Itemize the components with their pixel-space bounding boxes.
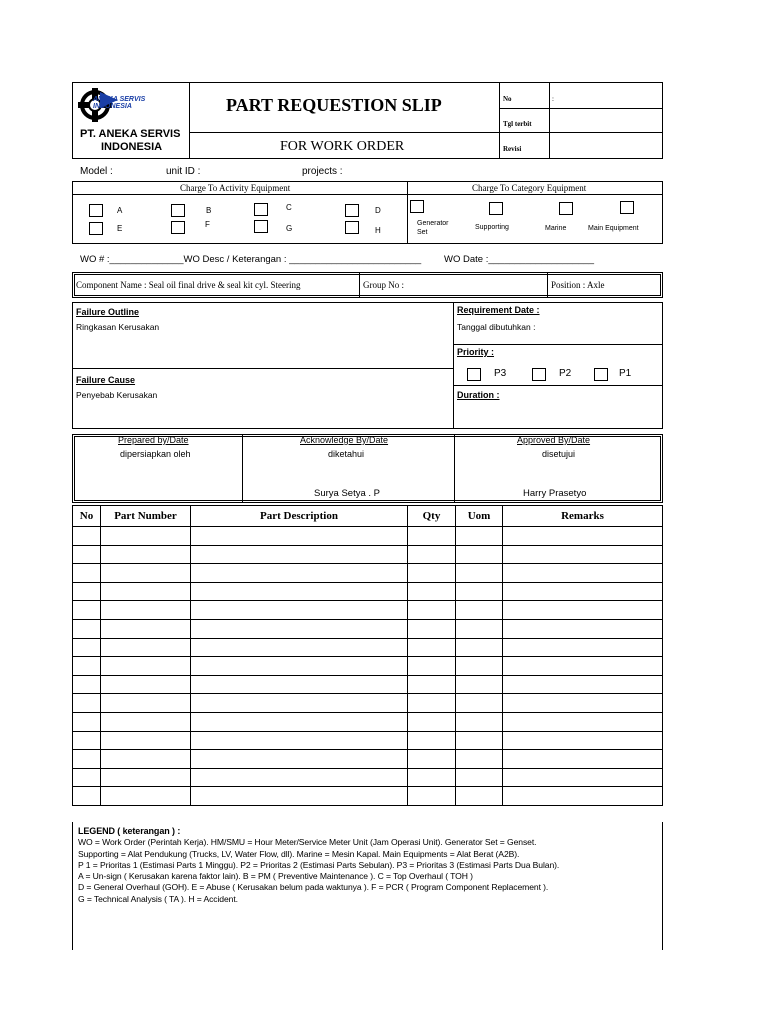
checkbox-p3[interactable] (467, 368, 481, 381)
cell-no[interactable] (73, 582, 101, 601)
parts-table (72, 505, 663, 806)
cell-part-number[interactable] (101, 675, 191, 694)
cell-part-number[interactable] (101, 657, 191, 676)
table-row (73, 768, 663, 787)
legend-line-1: WO = Work Order (Perintah Kerja). HM/SMU = Hour Meter/Service Meter Unit (Jam Operasi Unit). Generator Set = Genset. (78, 837, 537, 848)
cell-uom[interactable] (456, 657, 503, 676)
cell-remarks[interactable] (503, 657, 663, 676)
failure-cause-title: Failure Cause (76, 375, 136, 385)
cell-qty[interactable] (408, 712, 456, 731)
acknowledge-by-title: Acknowledge By/Date (300, 435, 389, 445)
legend-line-4: A = Un-sign ( Kerusakan karena faktor lain). B = PM ( Preventive Maintenance ). C = Top Overhaul ( TOH ) (78, 871, 473, 882)
cell-uom[interactable] (456, 582, 503, 601)
prepared-by-title: Prepared by/Date (118, 435, 189, 445)
approved-by-title: Approved By/Date (517, 435, 591, 445)
group-no: Group No : (363, 280, 404, 290)
cell-part-description[interactable] (191, 527, 408, 546)
requirement-date-sub[interactable]: Tanggal dibutuhkan : (457, 322, 536, 332)
priority-label-p2: P2 (559, 368, 572, 379)
wo-number-field[interactable]: WO # :______________WO Desc / Keterangan : _________________________ (80, 254, 422, 265)
checkbox-generator-set[interactable] (410, 200, 424, 213)
cell-qty[interactable] (408, 731, 456, 750)
category-label-supporting: Supporting (475, 224, 509, 231)
approved-by-sub: disetujui (542, 449, 576, 459)
projects-label: projects : (302, 166, 343, 177)
cell-uom[interactable] (456, 750, 503, 769)
table-row (73, 545, 663, 564)
checkbox-main-equipment[interactable] (620, 201, 634, 214)
cell-part-number[interactable] (101, 787, 191, 806)
meta-tgl-label: Tgl terbit (503, 120, 532, 128)
category-label-main-equipment: Main Equipment (588, 225, 639, 232)
cell-uom[interactable] (456, 601, 503, 620)
checkbox-f[interactable] (171, 221, 185, 234)
cell-remarks[interactable] (503, 787, 663, 806)
cell-qty[interactable] (408, 619, 456, 638)
checkbox-supporting[interactable] (489, 202, 503, 215)
duration-title: Duration : (457, 390, 500, 400)
cell-qty[interactable] (408, 657, 456, 676)
table-row (73, 787, 663, 806)
cell-no[interactable] (73, 527, 101, 546)
cell-uom[interactable] (456, 694, 503, 713)
table-row (73, 564, 663, 583)
table-row (73, 527, 663, 546)
failure-cause-sub: Penyebab Kerusakan (76, 390, 158, 400)
logo-text-1: ANEKA SERVIS (93, 96, 146, 103)
cell-remarks[interactable] (503, 731, 663, 750)
checkbox-p2[interactable] (532, 368, 546, 381)
cell-no[interactable] (73, 619, 101, 638)
table-row (73, 712, 663, 731)
cell-qty[interactable] (408, 694, 456, 713)
cell-no[interactable] (73, 675, 101, 694)
cell-no[interactable] (73, 601, 101, 620)
cell-qty[interactable] (408, 675, 456, 694)
cell-qty[interactable] (408, 750, 456, 769)
cell-qty[interactable] (408, 638, 456, 657)
cell-part-number[interactable] (101, 564, 191, 583)
checkbox-e[interactable] (89, 222, 103, 235)
cell-remarks[interactable] (503, 712, 663, 731)
cell-part-description[interactable] (191, 768, 408, 787)
cell-part-number[interactable] (101, 527, 191, 546)
activity-label-g: G (286, 224, 293, 233)
cell-qty[interactable] (408, 545, 456, 564)
cell-part-description[interactable] (191, 638, 408, 657)
wo-date-field[interactable]: WO Date :____________________ (444, 254, 595, 265)
charge-category-title: Charge To Category Equipment (472, 183, 587, 193)
cell-uom[interactable] (456, 768, 503, 787)
table-row (73, 638, 663, 657)
charge-activity-title: Charge To Activity Equipment (180, 183, 291, 193)
column-header-qty: Qty (408, 506, 456, 527)
column-header-part-number: Part Number (101, 506, 191, 527)
cell-qty[interactable] (408, 582, 456, 601)
cell-part-description[interactable] (191, 564, 408, 583)
category-label-marine: Marine (545, 225, 567, 232)
cell-uom[interactable] (456, 712, 503, 731)
cell-part-number[interactable] (101, 768, 191, 787)
table-row (73, 582, 663, 601)
cell-part-description[interactable] (191, 694, 408, 713)
cell-no[interactable] (73, 694, 101, 713)
cell-part-description[interactable] (191, 582, 408, 601)
cell-no[interactable] (73, 638, 101, 657)
cell-part-number[interactable] (101, 638, 191, 657)
requirement-date-title: Requirement Date : (457, 305, 540, 315)
approved-by-name: Harry Prasetyo (523, 488, 587, 499)
cell-part-description[interactable] (191, 750, 408, 769)
cell-part-description[interactable] (191, 657, 408, 676)
cell-remarks[interactable] (503, 564, 663, 583)
cell-part-number[interactable] (101, 712, 191, 731)
cell-uom[interactable] (456, 731, 503, 750)
acknowledge-by-name: Surya Setya . P (314, 488, 381, 499)
checkbox-g[interactable] (254, 220, 268, 233)
activity-label-h: H (375, 226, 381, 235)
model-label: Model : (80, 166, 113, 177)
activity-label-d: D (375, 206, 381, 215)
table-row (73, 601, 663, 620)
column-header-uom: Uom (456, 506, 503, 527)
parts-table-header (73, 506, 663, 527)
cell-qty[interactable] (408, 527, 456, 546)
company-name-1: PT. ANEKA SERVIS (80, 128, 181, 140)
activity-label-f: F (205, 220, 210, 229)
cell-qty[interactable] (408, 564, 456, 583)
cell-part-number[interactable] (101, 601, 191, 620)
cell-remarks[interactable] (503, 675, 663, 694)
checkbox-c[interactable] (254, 203, 268, 216)
cell-remarks[interactable] (503, 750, 663, 769)
checkbox-d[interactable] (345, 204, 359, 217)
logo-text-2: INDONESIA (93, 103, 132, 110)
cell-no[interactable] (73, 564, 101, 583)
cell-remarks[interactable] (503, 638, 663, 657)
cell-part-description[interactable] (191, 787, 408, 806)
cell-uom[interactable] (456, 787, 503, 806)
legend (78, 826, 559, 905)
table-row (73, 750, 663, 769)
category-label-generator-set: Generator Set (417, 220, 449, 236)
checkbox-p1[interactable] (594, 368, 608, 381)
cell-part-description[interactable] (191, 601, 408, 620)
page-title: PART REQUESTION SLIP (226, 95, 442, 115)
cell-no[interactable] (73, 787, 101, 806)
cell-uom[interactable] (456, 545, 503, 564)
position: Position : Axle (551, 280, 605, 290)
cell-part-description[interactable] (191, 545, 408, 564)
cell-no[interactable] (73, 750, 101, 769)
legend-line-6: G = Technical Analysis ( TA ). H = Accident. (78, 893, 238, 904)
prepared-by-sub: dipersiapkan oleh (120, 449, 191, 459)
meta-no-colon: : (552, 95, 554, 103)
checkbox-b[interactable] (171, 204, 185, 217)
cell-part-number[interactable] (101, 619, 191, 638)
acknowledge-by-sub: diketahui (328, 449, 365, 459)
cell-part-description[interactable] (191, 731, 408, 750)
activity-label-a: A (117, 206, 123, 215)
failure-outline-title: Failure Outline (76, 307, 140, 317)
table-row (73, 657, 663, 676)
cell-remarks[interactable] (503, 582, 663, 601)
cell-uom[interactable] (456, 527, 503, 546)
cell-remarks[interactable] (503, 545, 663, 564)
meta-revisi-label: Revisi (503, 145, 522, 153)
page-subtitle: FOR WORK ORDER (280, 139, 405, 154)
cell-part-description[interactable] (191, 712, 408, 731)
cell-no[interactable] (73, 657, 101, 676)
company-logo (78, 86, 148, 124)
cell-part-number[interactable] (101, 582, 191, 601)
checkbox-h[interactable] (345, 221, 359, 234)
priority-label-p1: P1 (619, 368, 632, 379)
component-name: Component Name : Seal oil final drive & seal kit cyl. Steering (76, 280, 301, 290)
cell-no[interactable] (73, 545, 101, 564)
table-row (73, 731, 663, 750)
activity-label-c: C (286, 203, 292, 212)
cell-qty[interactable] (408, 601, 456, 620)
column-header-no: No (73, 506, 101, 527)
cell-remarks[interactable] (503, 527, 663, 546)
activity-label-e: E (117, 224, 123, 233)
cell-qty[interactable] (408, 787, 456, 806)
cell-part-description[interactable] (191, 675, 408, 694)
legend-line-3: P 1 = Prioritas 1 (Estimasi Parts 1 Minggu). P2 = Prioritas 2 (Estimasi Parts Sebulan). P3 = Prioritas 3 (Estimasi Parts Dua Bulan). (78, 859, 560, 870)
failure-outline-sub: Ringkasan Kerusakan (76, 322, 160, 332)
activity-label-b: B (206, 206, 212, 215)
cell-part-description[interactable] (191, 619, 408, 638)
cell-remarks[interactable] (503, 619, 663, 638)
meta-no-label: No (503, 95, 512, 103)
cell-part-number[interactable] (101, 694, 191, 713)
cell-part-number[interactable] (101, 750, 191, 769)
legend-line-5: D = General Overhaul (GOH). E = Abuse ( Kerusakan belum pada waktunya ). F = PCR ( Program Component Replacement ). (78, 882, 549, 893)
cell-remarks[interactable] (503, 694, 663, 713)
priority-label-p3: P3 (494, 368, 507, 379)
cell-uom[interactable] (456, 675, 503, 694)
column-header-remarks: Remarks (503, 506, 663, 527)
cell-no[interactable] (73, 768, 101, 787)
cell-qty[interactable] (408, 768, 456, 787)
table-row (73, 675, 663, 694)
cell-remarks[interactable] (503, 768, 663, 787)
company-name-2: INDONESIA (101, 141, 163, 153)
table-row (73, 619, 663, 638)
cell-no[interactable] (73, 731, 101, 750)
cell-remarks[interactable] (503, 601, 663, 620)
cell-uom[interactable] (456, 619, 503, 638)
cell-uom[interactable] (456, 638, 503, 657)
legend-title: LEGEND ( keterangan ) : (78, 826, 181, 836)
unit-id-label: unit ID : (166, 166, 201, 177)
cell-no[interactable] (73, 712, 101, 731)
table-row (73, 694, 663, 713)
checkbox-marine[interactable] (559, 202, 573, 215)
column-header-part-description: Part Description (191, 506, 408, 527)
cell-uom[interactable] (456, 564, 503, 583)
cell-part-number[interactable] (101, 545, 191, 564)
failure-box (72, 302, 663, 429)
cell-part-number[interactable] (101, 731, 191, 750)
priority-title: Priority : (457, 347, 495, 357)
checkbox-a[interactable] (89, 204, 103, 217)
legend-line-2: Supporting = Alat Pendukung (Trucks, LV, Water Flow, dll). Marine = Mesin Kapal. Main Equipments = Alat Berat (A2B). (78, 848, 520, 859)
